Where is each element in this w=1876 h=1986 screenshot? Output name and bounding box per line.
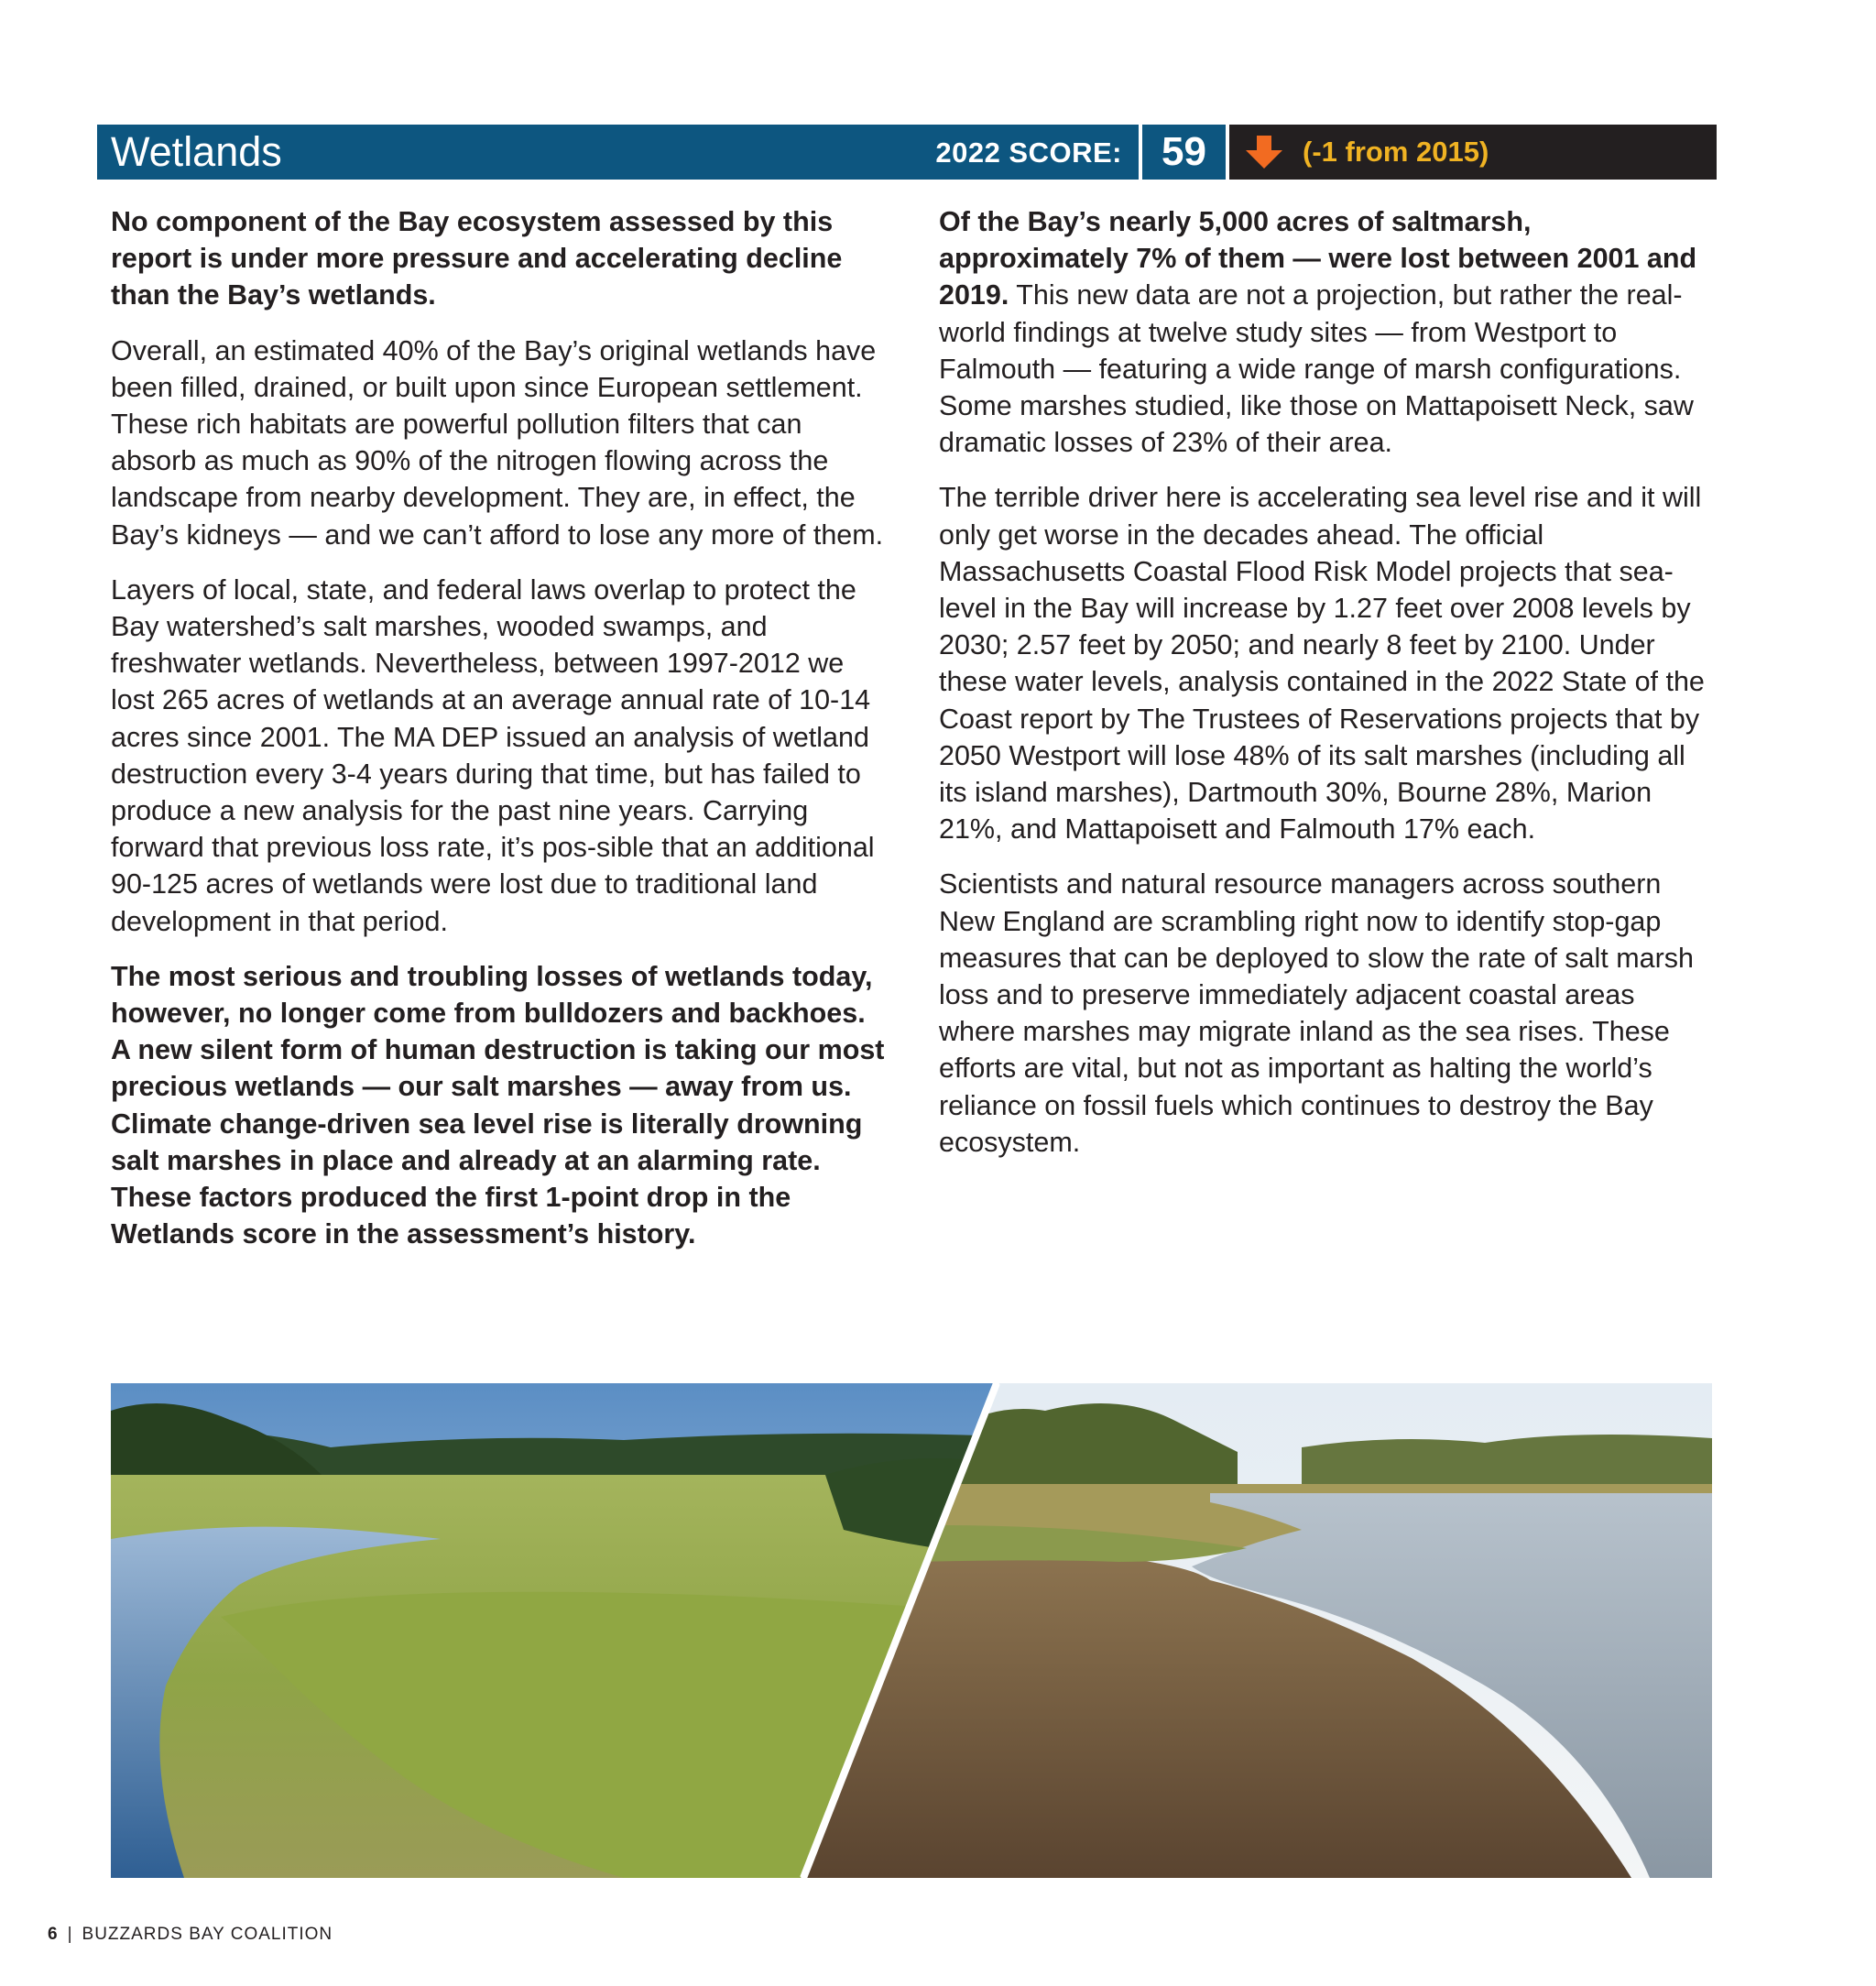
right-column bbox=[939, 203, 1718, 1179]
lead-in-text: Of the Bay’s nearly 5,000 acres of saltmarsh, approximately 7% of them — were lost between 2001 and 2019. bbox=[939, 206, 1697, 311]
footer-separator: | bbox=[67, 1925, 73, 1944]
body-paragraph: The terrible driver here is accelerating sea level rise and it will only get worse in the decades ahead. The official Massachusetts Coastal Flood Risk Model projects that sea-level in the Bay will increase by 1.27 feet over 2008 levels by 2030; 2.57 feet by 2050; and nearly 8 feet by 2100. Under these water levels, analysis contained in the 2022 State of the Coast report by The Trustees of Reservations projects that by 2050 Westport will lose 48% of its salt marshes (including all its island marshes), Dartmouth 30%, Bourne 28%, Marion 21%, and Mattapoisett and Falmouth 17% each. bbox=[939, 482, 1705, 846]
score-value: 59 bbox=[1162, 129, 1206, 174]
photo-illustration bbox=[111, 1383, 1712, 1878]
body-paragraph: Scientists and natural resource managers across southern New England are scrambling right now to identify stop-gap measures that can be deployed to slow the rate of salt marsh loss and to preserve immediately adjacent coastal areas where marshes may migrate inland as the sea rises. These efforts are vital, but not as important as halting the world’s reliance on fossil fuels which continues to destroy the Bay ecosystem. bbox=[939, 868, 1694, 1158]
saltmarsh-comparison-photo bbox=[111, 1383, 1712, 1878]
page-number: 6 bbox=[48, 1925, 59, 1944]
section-header bbox=[97, 125, 1717, 180]
section-title: Wetlands bbox=[111, 128, 282, 175]
emphasis-paragraph: The most serious and troubling losses of wetlands today, however, no longer come from bulldozers and backhoes. A new silent form of human destruction is taking our most precious wetlands — our salt marshes — away from us. Climate change-driven sea level rise is literally drowning salt marshes in place and already at an alarming rate. These factors produced the first 1-point drop in the Wetlands score in the assessment’s history. bbox=[111, 960, 885, 1250]
intro-paragraph: No component of the Bay ecosystem assessed by this report is under more pressure and accelerating decline than the Bay’s wetlands. bbox=[111, 206, 843, 311]
body-paragraph bbox=[939, 203, 1718, 461]
score-change-bar bbox=[1229, 125, 1717, 180]
page-footer bbox=[48, 1925, 333, 1945]
arrow-down-icon bbox=[1246, 136, 1282, 169]
score-box bbox=[1142, 125, 1226, 180]
left-column bbox=[111, 203, 889, 1271]
body-paragraph: Layers of local, state, and federal laws overlap to protect the Bay watershed’s salt marshes, wooded swamps, and freshwater wetlands. Nevertheless, between 1997-2012 we lost 265 acres of wetlands at an average annual rate of 10-14 acres since 2001. The MA DEP issued an analysis of wetland destruction every 3-4 years during that time, but has failed to produce a new analysis for the past nine years. Carrying forward that previous loss rate, it’s pos-sible that an additional 90-125 acres of wetlands were lost due to traditional land development in that period. bbox=[111, 573, 875, 937]
paragraph-text: This new data are not a projection, but rather the real-world findings at twelve study sites — from Westport to Falmouth — featuring a wide range of marsh configurations. Some marshes studied, like those on Mattapoisett Neck, saw dramatic losses of 23% of their area. bbox=[939, 279, 1694, 459]
score-change-text: (-1 from 2015) bbox=[1303, 136, 1489, 168]
score-label: 2022 SCORE: bbox=[935, 136, 1122, 169]
body-paragraph: Overall, an estimated 40% of the Bay’s original wetlands have been filled, drained, or built upon since European settlement. These rich habitats are powerful pollution filters that can absorb as much as 90% of the nitrogen flowing across the landscape from nearby development. They are, in effect, the Bay’s kidneys — and we can’t afford to lose any more of them. bbox=[111, 334, 884, 551]
header-title-bar bbox=[97, 125, 1139, 180]
organization-name: BUZZARDS BAY COALITION bbox=[82, 1925, 333, 1944]
